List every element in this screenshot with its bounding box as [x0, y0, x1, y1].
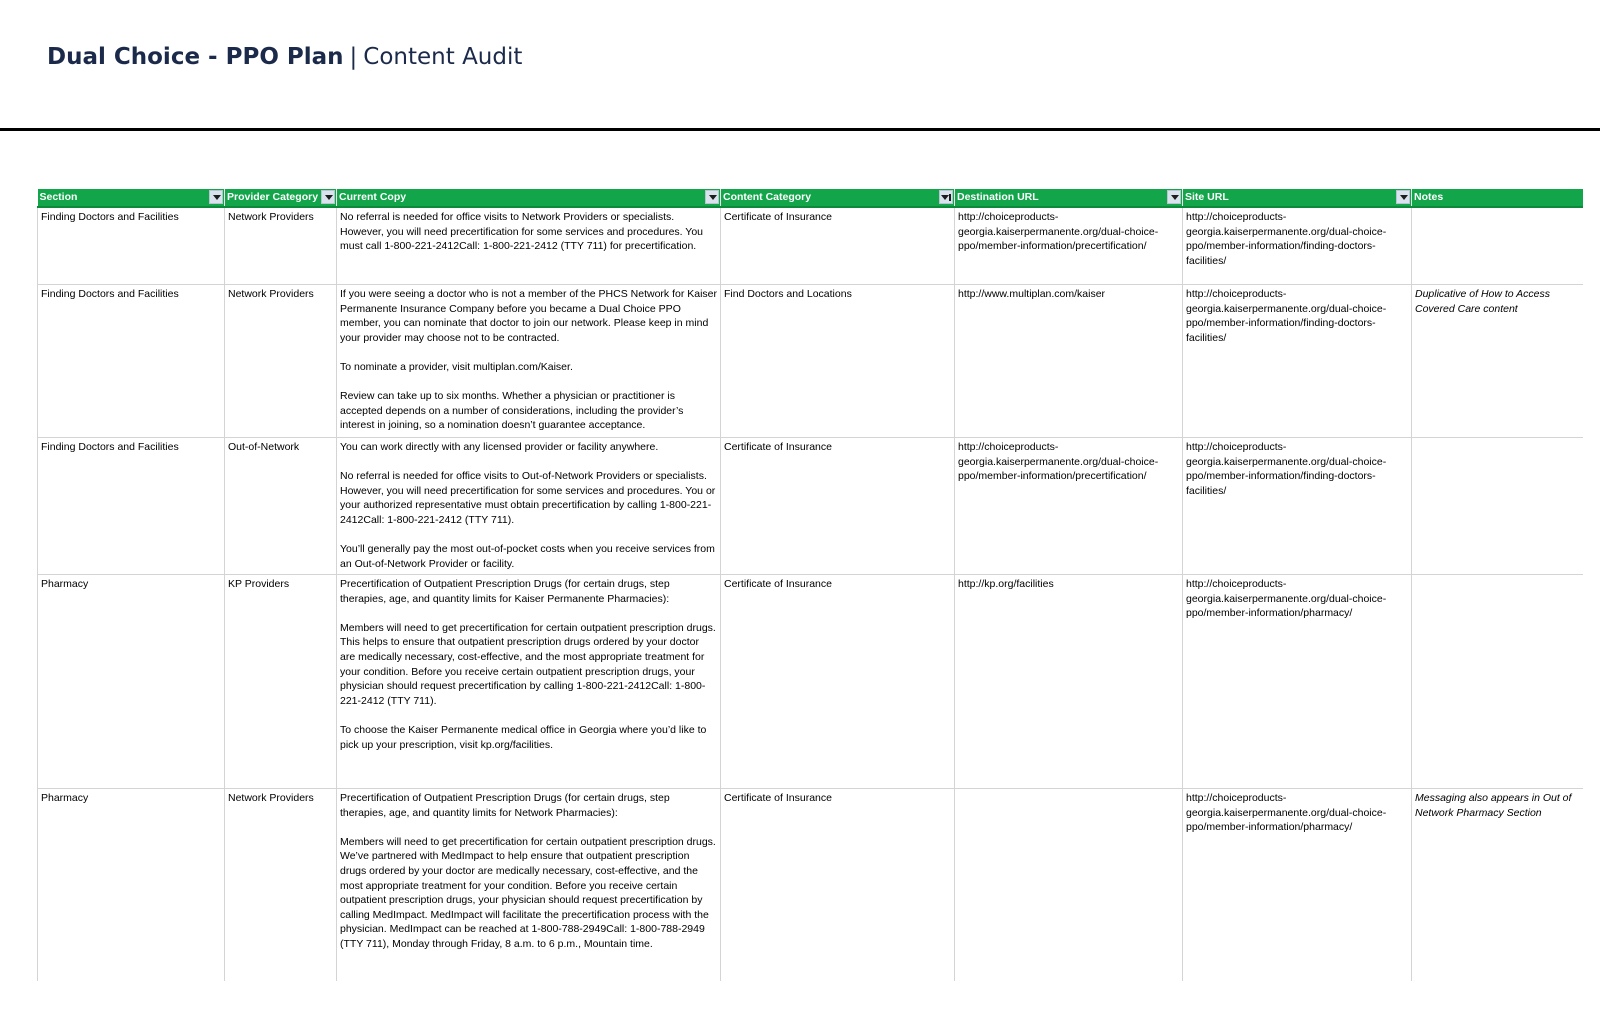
- header-row: [38, 189, 1584, 207]
- table-row: [38, 207, 1584, 285]
- title-subtitle: Content Audit: [363, 44, 523, 70]
- cell-section[interactable]: Finding Doctors and Facilities: [38, 285, 225, 438]
- cell-notes[interactable]: [1412, 575, 1584, 789]
- cell-provider-category[interactable]: KP Providers: [225, 575, 337, 789]
- cell-notes[interactable]: Messaging also appears in Out of Network Pharmacy Section: [1412, 789, 1584, 982]
- filter-dropdown-icon[interactable]: [321, 190, 335, 204]
- cell-site-url[interactable]: http://choiceproducts-georgia.kaiserpermanente.org/dual-choice-ppo/member-information/finding-doctors-facilities/: [1183, 207, 1412, 285]
- table-row: [38, 438, 1584, 575]
- column-header-destination-url[interactable]: Destination URL: [955, 189, 1183, 207]
- column-header-current-copy[interactable]: Current Copy: [337, 189, 721, 207]
- column-header-site-url[interactable]: Site URL: [1183, 189, 1412, 207]
- table-row: [38, 789, 1584, 982]
- cell-site-url[interactable]: http://choiceproducts-georgia.kaiserpermanente.org/dual-choice-ppo/member-information/finding-doctors-facilities/: [1183, 285, 1412, 438]
- column-header-notes[interactable]: Notes: [1412, 189, 1584, 207]
- column-header-section[interactable]: Section: [38, 189, 225, 207]
- table-row: [38, 285, 1584, 438]
- page-title: [47, 44, 522, 70]
- cell-content-category[interactable]: Find Doctors and Locations: [721, 285, 955, 438]
- cell-destination-url[interactable]: http://www.multiplan.com/kaiser: [955, 285, 1183, 438]
- plan-name: Dual Choice - PPO Plan: [47, 44, 344, 70]
- header-divider: [0, 128, 1600, 131]
- cell-notes[interactable]: [1412, 207, 1584, 285]
- filter-active-icon[interactable]: [939, 190, 953, 204]
- cell-site-url[interactable]: http://choiceproducts-georgia.kaiserpermanente.org/dual-choice-ppo/member-information/finding-doctors-facilities/: [1183, 438, 1412, 575]
- column-header-provider-category[interactable]: Provider Category: [225, 189, 337, 207]
- cell-content-category[interactable]: Certificate of Insurance: [721, 789, 955, 982]
- cell-provider-category[interactable]: Network Providers: [225, 285, 337, 438]
- content-audit-table: [37, 189, 1583, 981]
- spreadsheet: [37, 189, 1583, 981]
- cell-notes[interactable]: [1412, 438, 1584, 575]
- cell-notes[interactable]: Duplicative of How to Access Covered Care content: [1412, 285, 1584, 438]
- cell-provider-category[interactable]: Out-of-Network: [225, 438, 337, 575]
- cell-current-copy[interactable]: If you were seeing a doctor who is not a member of the PHCS Network for Kaiser Permanente Insurance Company before you became a Dual Choice PPO member, you can nominate that doctor to join our network. Please keep in mind your provider may choose not to be contracted. To nominate a provider, visit multiplan.com/Kaiser. Review can take up to six months. Whether a physician or practitioner is accepted depends on a number of considerations, including the provider’s interest in joining, so a nomination doesn’t guarantee acceptance.: [337, 285, 721, 438]
- cell-destination-url[interactable]: http://choiceproducts-georgia.kaiserpermanente.org/dual-choice-ppo/member-information/precertification/: [955, 207, 1183, 285]
- cell-provider-category[interactable]: Network Providers: [225, 207, 337, 285]
- cell-destination-url[interactable]: http://choiceproducts-georgia.kaiserpermanente.org/dual-choice-ppo/member-information/precertification/: [955, 438, 1183, 575]
- filter-dropdown-icon[interactable]: [209, 190, 223, 204]
- cell-current-copy[interactable]: No referral is needed for office visits to Network Providers or specialists. However, you will need precertification for some services and procedures. You must call 1-800-221-2412Call: 1-800-221-2412 (TTY 711) for precertification.: [337, 207, 721, 285]
- cell-content-category[interactable]: Certificate of Insurance: [721, 575, 955, 789]
- cell-section[interactable]: Finding Doctors and Facilities: [38, 438, 225, 575]
- title-separator: |: [349, 44, 358, 70]
- filter-dropdown-icon[interactable]: [705, 190, 719, 204]
- column-header-content-category[interactable]: Content Category: [721, 189, 955, 207]
- cell-section[interactable]: Pharmacy: [38, 789, 225, 982]
- cell-destination-url[interactable]: [955, 789, 1183, 982]
- cell-current-copy[interactable]: Precertification of Outpatient Prescription Drugs (for certain drugs, step therapies, age, and quantity limits for Kaiser Permanente Pharmacies): Members will need to get precertification for certain outpatient prescription drugs. This helps to ensure that outpatient prescription drugs ordered by your doctor are medically necessary, cost-effective, and the most appropriate treatment for your condition. Before you receive certain outpatient prescription drugs, your physician should request precertification by calling 1-800-221-2412Call: 1-800-221-2412 (TTY 711). To choose the Kaiser Permanente medical office in Georgia where you’d like to pick up your prescription, visit kp.org/facilities.: [337, 575, 721, 789]
- cell-destination-url[interactable]: http://kp.org/facilities: [955, 575, 1183, 789]
- filter-dropdown-icon[interactable]: [1396, 190, 1410, 204]
- cell-content-category[interactable]: Certificate of Insurance: [721, 438, 955, 575]
- cell-section[interactable]: Finding Doctors and Facilities: [38, 207, 225, 285]
- cell-current-copy[interactable]: Precertification of Outpatient Prescription Drugs (for certain drugs, step therapies, age, and quantity limits for Network Pharmacies): Members will need to get precertification for certain outpatient prescription drugs. We’ve partnered with MedImpact to help ensure that outpatient prescription drugs ordered by your doctor are medically necessary, cost-effective, and the most appropriate treatment for your condition. Before you receive certain outpatient prescription drugs, your physician should request precertification by calling MedImpact. MedImpact will facilitate the precertification process with the physician. MedImpact can be reached at 1-800-788-2949Call: 1-800-788-2949 (TTY 711), Monday through Friday, 8 a.m. to 6 p.m., Mountain time.: [337, 789, 721, 982]
- cell-site-url[interactable]: http://choiceproducts-georgia.kaiserpermanente.org/dual-choice-ppo/member-information/pharmacy/: [1183, 575, 1412, 789]
- cell-current-copy[interactable]: You can work directly with any licensed provider or facility anywhere. No referral is needed for office visits to Out-of-Network Providers or specialists. However, you will need precertification for some services and procedures. You or your authorized representative must obtain precertification by calling 1-800-221-2412Call: 1-800-221-2412 (TTY 711). You’ll generally pay the most out-of-pocket costs when you receive services from an Out-of-Network Provider or facility.: [337, 438, 721, 575]
- cell-section[interactable]: Pharmacy: [38, 575, 225, 789]
- filter-dropdown-icon[interactable]: [1167, 190, 1181, 204]
- cell-content-category[interactable]: Certificate of Insurance: [721, 207, 955, 285]
- cell-site-url[interactable]: http://choiceproducts-georgia.kaiserpermanente.org/dual-choice-ppo/member-information/pharmacy/: [1183, 789, 1412, 982]
- cell-provider-category[interactable]: Network Providers: [225, 789, 337, 982]
- table-row: [38, 575, 1584, 789]
